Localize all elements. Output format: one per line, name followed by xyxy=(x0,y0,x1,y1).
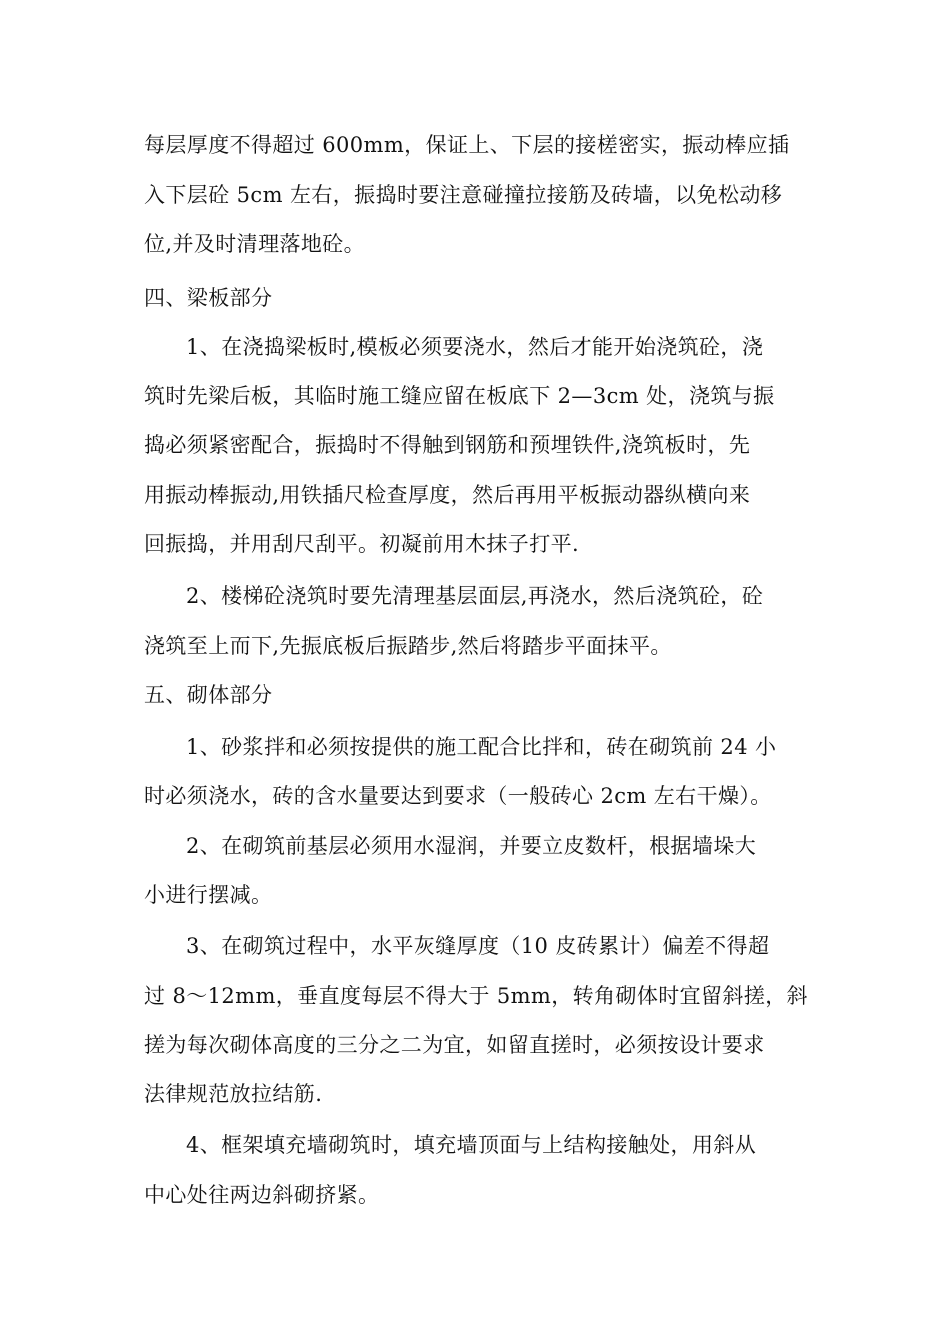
text-line: 3、在砌筑过程中，水平灰缝厚度（10 皮砖累计）偏差不得超 xyxy=(186,934,770,958)
text-line: 每层厚度不得超过 600mm，保证上、下层的接槎密实，振动棒应插 xyxy=(144,133,790,157)
text-line: 搓为每次砌体高度的三分之二为宜，如留直搓时，必须按设计要求 xyxy=(144,1033,765,1057)
section-heading: 五、砌体部分 xyxy=(144,683,273,707)
text-line: 位,并及时清理落地砼。 xyxy=(144,232,366,256)
text-line: 筑时先梁后板，其临时施工缝应留在板底下 2—3cm 处，浇筑与振 xyxy=(144,384,775,408)
text-line: 中心处往两边斜砌挤紧。 xyxy=(144,1183,380,1207)
text-line: 1、砂浆拌和必须按提供的施工配合比拌和，砖在砌筑前 24 小 xyxy=(186,735,777,759)
text-line: 过 8～12mm，垂直度每层不得大于 5mm，转角砌体时宜留斜搓，斜 xyxy=(144,984,809,1008)
text-line: 2、在砌筑前基层必须用水湿润，并要立皮数杆，根据墙垛大 xyxy=(186,834,757,858)
text-line: 捣必须紧密配合，振捣时不得触到钢筋和预埋铁件,浇筑板时，先 xyxy=(144,433,751,457)
text-line: 用振动棒振动,用铁插尺检查厚度，然后再用平板振动器纵横向来 xyxy=(144,483,751,507)
text-line: 1、在浇捣梁板时,模板必须要浇水，然后才能开始浇筑砼，浇 xyxy=(186,335,764,359)
section-heading: 四、梁板部分 xyxy=(144,286,273,310)
text-line: 回振捣，并用刮尺刮平。初凝前用木抹子打平. xyxy=(144,532,580,556)
text-line: 小进行摆减。 xyxy=(144,883,273,907)
text-line: 浇筑至上而下,先振底板后振踏步,然后将踏步平面抹平。 xyxy=(144,634,672,658)
text-line: 4、框架填充墙砌筑时，填充墙顶面与上结构接触处，用斜从 xyxy=(186,1133,757,1157)
text-line: 法律规范放拉结筋. xyxy=(144,1082,323,1106)
text-line: 入下层砼 5cm 左右，振捣时要注意碰撞拉接筋及砖墙，以免松动移 xyxy=(144,183,783,207)
text-line: 时必须浇水，砖的含水量要达到要求（一般砖心 2cm 左右干燥）。 xyxy=(144,784,772,808)
text-line: 2、楼梯砼浇筑时要先清理基层面层,再浇水，然后浇筑砼，砼 xyxy=(186,584,764,608)
